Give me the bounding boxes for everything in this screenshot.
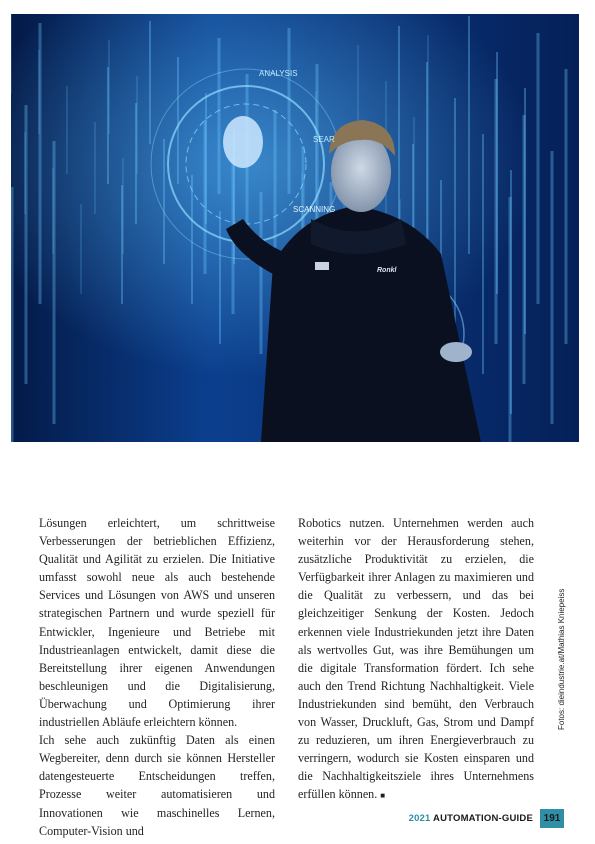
paragraph-text: Robotics nutzen. Unternehmen werden auch weiterhin vor der Herausforderung stehen, zusätzliche Produktivität zu erzielen, die Verfügbarkeit ihrer Anlagen zu maximieren und die Qualität zu verbessern, und das bei gleichzeitiger Senkung der Kosten. Jedoch erkennen viele Industriekunden jetzt ihre Daten als wertvolles Gut, was ihre Bemühungen um die digitale Transformation fördert. Ich sehe auch den Trend Richtung Nachhaltigkeit. Viele Industriekunden sind bemüht, den Verbrauch von Wasser, Druckluft, Gas, Strom und Dampf zu reduzieren, um ihren Energieverbrauch zu verringern, wodurch sie Kosten einsparen und die Nachhaltigkeitsziele ihres Unternehmens erfüllen können. <box>298 516 534 802</box>
paragraph: Ich sehe auch zukünftig Daten als einen Wegbereiter, denn durch sie können Hersteller datengesteuerte Entscheidungen treffen, Prozesse weiter automatisieren und Innovationen wie maschinelles Lernen, Computer-Vision und <box>39 733 275 838</box>
jacket-logo-text: Ronkl <box>377 267 397 274</box>
jacket-badge <box>315 262 329 270</box>
hud-label-search: SEAR <box>313 135 335 144</box>
body-column-left <box>39 514 275 840</box>
hud-label-scanning: SCANNING <box>293 205 336 214</box>
paragraph: Lösungen erleichtert, um schrittweise Verbesserungen der betrieblichen Effizienz, Qualität und Agilität zu erzielen. Die Initiative umfasst sowohl neue als auch bestehende Services und Lösungen von AWS und unseren strategischen Partnern und wurde speziell für Entwickler, Ingenieure und Betriebe mit Industrieanlagen entwickelt, damit diese die Bereitstellung ihrer eigenen Anwendungen beschleunigen und die Digitalisierung, Überwachung und Optimierung ihrer industriellen Abläufe erleichtern können. <box>39 516 275 730</box>
hero-photo <box>11 14 579 442</box>
photo-credit: Fotos: dieindustrie.at/Mathias Kniepeiss <box>557 588 566 730</box>
end-mark: ■ <box>380 791 386 801</box>
hud-label-analysis: ANALYSIS <box>259 69 298 78</box>
footer-label <box>409 813 533 824</box>
person-hologram-interface-photo <box>11 14 579 442</box>
page-number: 191 <box>540 809 564 828</box>
paragraph <box>298 514 534 806</box>
footer-title: AUTOMATION-GUIDE <box>433 813 533 824</box>
footer-year: 2021 <box>408 813 431 824</box>
body-column-right <box>298 514 534 806</box>
